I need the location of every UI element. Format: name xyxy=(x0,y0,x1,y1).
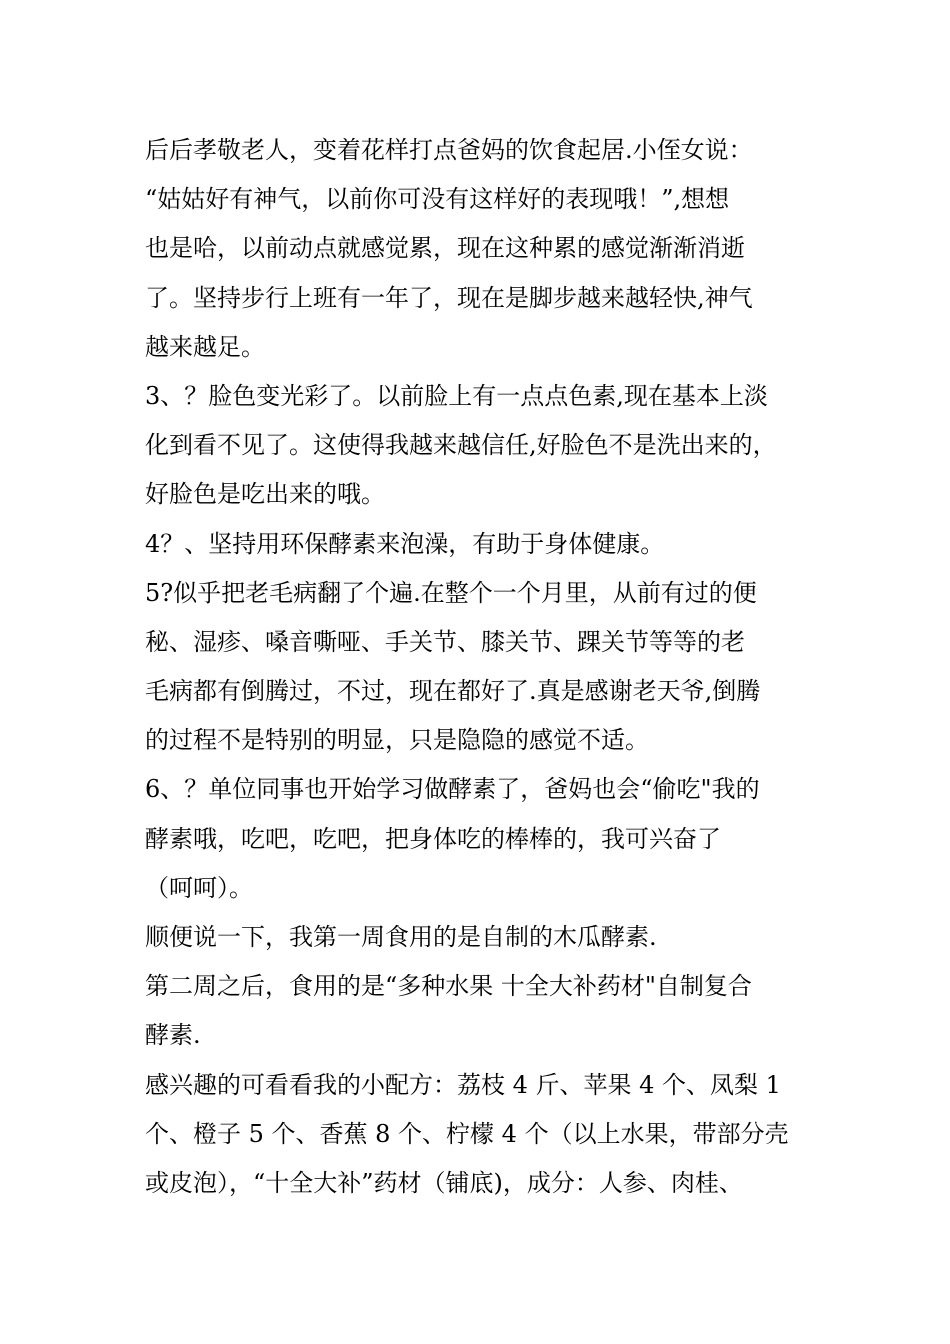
text-line: 3、？脸色变光彩了。以前脸上有一点点色素,现在基本上淡 xyxy=(145,381,768,410)
text-line: 化到看不见了。这使得我越来越信任,好脸色不是洗出来的， xyxy=(145,431,777,460)
text-line: 秘、湿疹、嗓音嘶哑、手关节、膝关节、踝关节等等的老 xyxy=(145,627,745,656)
text-line: 好脸色是吃出来的哦。 xyxy=(145,480,385,509)
text-line: 的过程不是特别的明显，只是隐隐的感觉不适。 xyxy=(145,726,649,755)
text-line: 5?似乎把老毛病翻了个遍.在整个一个月里，从前有过的便 xyxy=(145,578,757,607)
text-line: 6、？单位同事也开始学习做酵素了，爸妈也会“偷吃"我的 xyxy=(145,775,760,804)
text-line: 后后孝敬老人，变着花样打点爸妈的饮食起居.小侄女说： xyxy=(145,136,753,164)
text-line: 毛病都有倒腾过，不过，现在都好了.真是感谢老天爷,倒腾 xyxy=(145,677,761,706)
text-line: 越来越足。 xyxy=(145,332,265,361)
text-line: 感兴趣的可看看我的小配方：荔枝 4 斤、苹果 4 个、凤梨 1 xyxy=(145,1070,781,1099)
text-line: 酵素哦，吃吧，吃吧，把身体吃的棒棒的，我可兴奋了 xyxy=(145,824,721,853)
text-line: 第二周之后，食用的是“多种水果 十全大补药材"自制复合 xyxy=(145,972,752,1001)
text-line: 酵素. xyxy=(145,1021,201,1050)
text-line: 顺便说一下，我第一周食用的是自制的木瓜酵素. xyxy=(145,923,657,951)
text-line: （呵呵）。 xyxy=(145,873,253,902)
text-line: “姑姑好有神气，以前你可没有这样好的表现哦！”,想想 xyxy=(145,185,730,214)
text-line: 或皮泡），“十全大补”药材（铺底)，成分：人参、肉桂、 xyxy=(145,1168,743,1197)
text-line: 了。坚持步行上班有一年了，现在是脚步越来越轻快,神气 xyxy=(145,283,753,312)
text-line: 个、橙子 5 个、香蕉 8 个、柠檬 4 个（以上水果，带部分壳 xyxy=(145,1119,789,1148)
body-text xyxy=(145,126,810,1208)
text-line: 也是哈，以前动点就感觉累，现在这种累的感觉渐渐消逝 xyxy=(145,234,745,263)
text-line: 4？、坚持用环保酵素来泡澡，有助于身体健康。 xyxy=(145,529,665,558)
